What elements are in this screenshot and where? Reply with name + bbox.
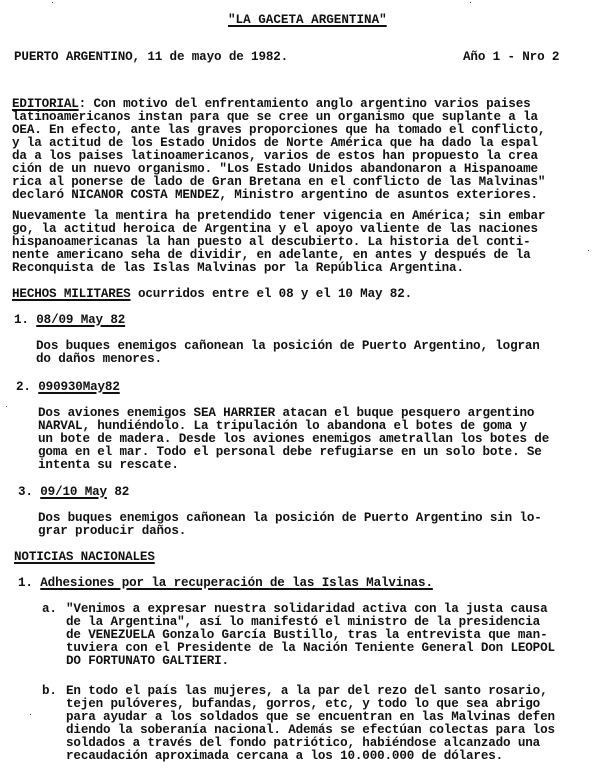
editorial-p2-line: nente americano seha de dividir, en adelante, en antes y después de la xyxy=(12,248,531,262)
editorial-line-1: EDITORIAL: Con motivo del enfrentamiento anglo argentino varios paises xyxy=(12,97,531,111)
national-heading: NOTICIAS NACIONALES xyxy=(14,550,155,564)
military-item-1-line: Dos buques enemigos cañonean la posición de Puerto Argentino, logran xyxy=(36,339,540,353)
editorial-p2-line: go, la actitud heroica de Argentina y el apoyo valiente de las naciones xyxy=(12,222,538,236)
national-item-b-line: recaudación aproximada cercana a los 10.000.000 de dólares. xyxy=(66,749,504,763)
military-item-2-line: Dos aviones enemigos SEA HARRIER atacan el buque pesquero argentino xyxy=(38,406,535,420)
military-item-2-heading: 2. 090930May82 xyxy=(16,380,120,394)
dateline: PUERTO ARGENTINO, 11 de mayo de 1982. xyxy=(14,50,289,64)
editorial-line: OEA. En efecto, ante las graves proporciones que ha tomado el conflicto, xyxy=(12,123,546,137)
national-item-a-line: "Venimos a expresar nuestra solidaridad activa con la justa causa xyxy=(66,602,548,616)
national-item-a-line: DO FORTUNATO GALTIERI. xyxy=(66,654,229,668)
issue-number: Año 1 - Nro 2 xyxy=(463,50,560,64)
national-item-a-letter: a. xyxy=(42,602,57,616)
editorial-label: EDITORIAL xyxy=(12,97,79,111)
military-label: HECHOS MILITARES xyxy=(12,287,131,301)
editorial-line: declaró NICANOR COSTA MENDEZ, Ministro argentino de asuntos exteriores. xyxy=(12,188,538,202)
military-item-1-heading: 1. 08/09 May 82 xyxy=(14,313,126,327)
military-item-1-line: do daños menores. xyxy=(36,352,162,366)
military-heading: HECHOS MILITARES ocurridos entre el 08 y el 10 May 82. xyxy=(12,287,413,301)
military-item-3-heading: 3. 09/10 May 82 xyxy=(18,485,130,499)
national-item-a-line: tuviera con el Presidente de la Nación Teniente General Don LEOPOL xyxy=(66,641,555,655)
editorial-p2-line: Nuevamente la mentira ha pretendido tener vigencia en América; sin embar xyxy=(12,209,546,223)
military-item-3-line: Dos buques enemigos cañonean la posición de Puerto Argentino sin lo- xyxy=(38,511,542,525)
military-item-3-line: grar producir daños. xyxy=(38,524,187,538)
editorial-line: y la actitud de los Estado Unidos de Norte América que ha dado la espal xyxy=(12,136,538,150)
national-section-heading: 1. Adhesiones por la recuperación de las Islas Malvinas. xyxy=(18,576,433,590)
editorial-line: latinoamericanos instan para que se cree un organismo que suplante a la xyxy=(12,110,538,124)
national-item-a-line: de la Argentina", así lo manifestó el ministro de la presidencia xyxy=(66,615,541,629)
national-item-b-line: para ayudar a los soldados que se encuentran en las Malvinas defen xyxy=(66,710,555,724)
military-item-2-line: NARVAL, hundiéndolo. La tripulación lo abandona el botes de goma y xyxy=(38,419,527,433)
military-item-2-line: goma en el mar. Todo el personal debe refugiarse en un solo bote. Se xyxy=(38,445,542,459)
scan-speck xyxy=(470,2,471,3)
editorial-p2-line: hispanoamericanas la han puesto al descubierto. La historia del conti- xyxy=(12,235,531,249)
national-item-b-line: tejen pulóveres, bufandas, gorros, etc, y todo lo que sea abrigo xyxy=(66,697,541,711)
national-item-b-line: diendo la soberanía nacional. Además se efectúan colectas para los xyxy=(66,723,555,737)
military-item-2-line: un bote de madera. Desde los aviones enemigos ametrallan los botes de xyxy=(38,432,550,446)
newspaper-title: "LA GACETA ARGENTINA" xyxy=(228,13,387,27)
editorial-line: da a los paises latinoamericanos, varios de estos han propuesto la crea xyxy=(12,149,538,163)
scan-speck xyxy=(30,714,31,715)
national-item-b-letter: b. xyxy=(42,684,57,698)
scan-speck xyxy=(588,250,589,251)
editorial-line: ción de un nuevo organismo. "Los Estado Unidos abandonaron a Hispanoame xyxy=(12,162,538,176)
editorial-line: rica al ponerse de lado de Gran Bretana en el conflicto de las Malvinas" xyxy=(12,175,546,189)
national-item-b-line: soldados a través del fondo patriótico, habiéndose alcanzado una xyxy=(66,736,541,750)
military-item-2-line: intenta su rescate. xyxy=(38,458,179,472)
national-item-a-line: de VENEZUELA Gonzalo García Bustillo, tras la entrevista que man- xyxy=(66,628,548,642)
national-item-b-line: En todo el país las mujeres, a la par del rezo del santo rosario, xyxy=(66,684,548,698)
scan-speck xyxy=(52,2,53,3)
scan-speck xyxy=(6,406,7,407)
editorial-p2-line: Reconquista de las Islas Malvinas por la República Argentina. xyxy=(12,261,464,275)
